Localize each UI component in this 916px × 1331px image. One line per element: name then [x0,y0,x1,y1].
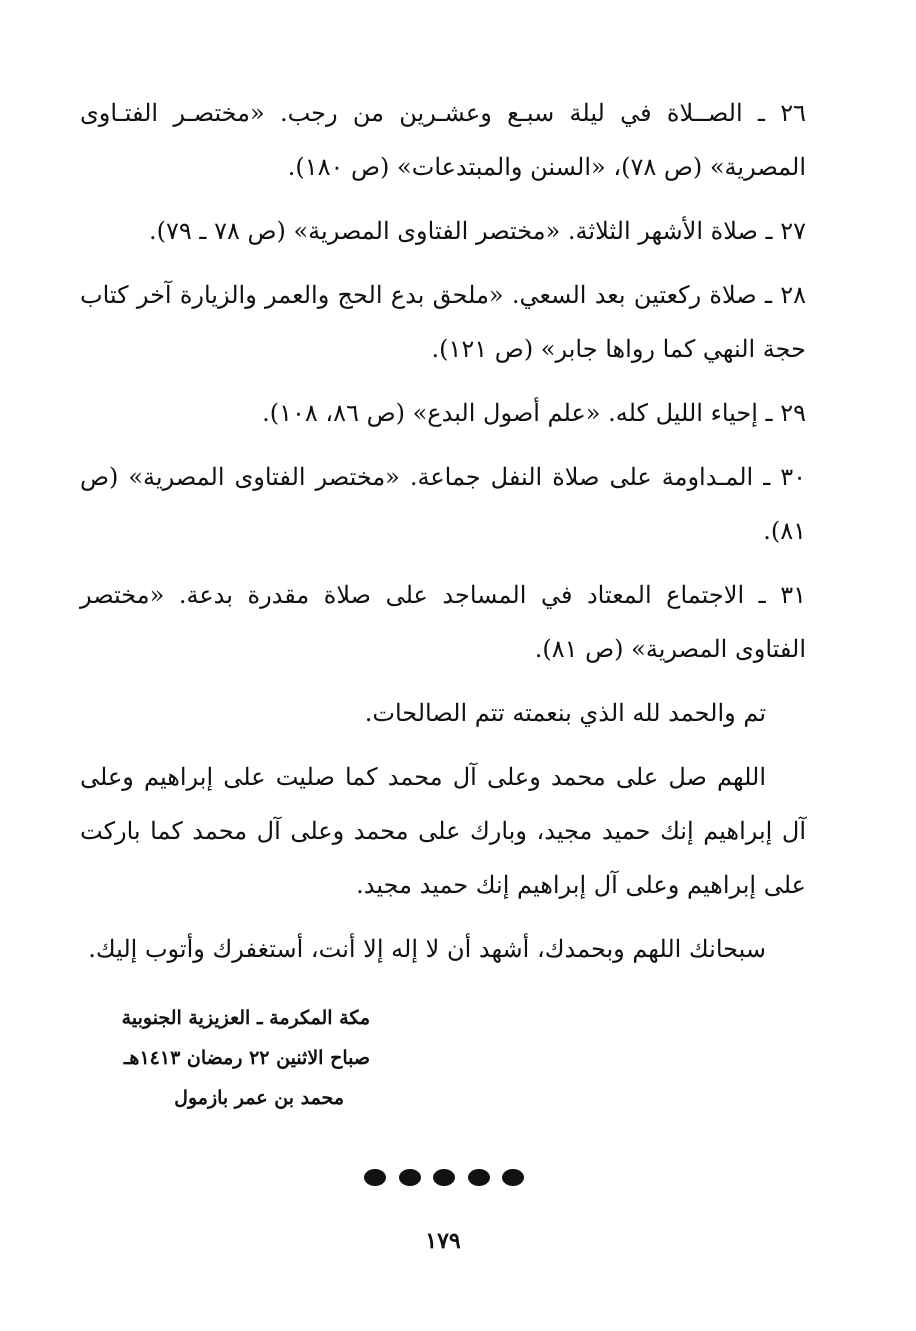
list-item-28: ٢٨ ـ صلاة ركعتين بعد السعي. «ملحق بدع الحج والعمر والزيارة آخر كتاب حجة النهي كما رواها جابر» (ص ١٢١). [80,281,806,363]
list-item-27: ٢٧ ـ صلاة الأشهر الثلاثة. «مختصر الفتاوى المصرية» (ص ٧٨ ـ ٧٩). [149,217,806,245]
list-item-30: ٣٠ ـ المـداومة على صلاة النفل جماعة. «مختصر الفتاوى المصرية» (ص ٨١). [80,463,806,545]
list-item-29: ٢٩ ـ إحياء الليل كله. «علم أصول البدع» (ص ٨٦، ١٠٨). [262,399,806,427]
page-number: ١٧٩ [425,1228,461,1254]
signature-author: محمد بن عمر بازمول [174,1087,344,1109]
signature-place: مكة المكرمة ـ العزيزية الجنوبية [121,1007,370,1029]
list-item-31: ٣١ ـ الاجتماع المعتاد في المساجد على صلاة مقدرة بدعة. «مختصر الفتاوى المصرية» (ص ٨١). [80,581,806,663]
salawat-paragraph: اللهم صل على محمد وعلى آل محمد كما صليت على إبراهيم وعلى آل إبراهيم إنك حميد مجيد، وبارك على محمد وعلى آل محمد كما باركت على إبراهيم وعلى آل إبراهيم إنك حميد مجيد. [80,763,806,899]
closing-praise: تم والحمد لله الذي بنعمته تتم الصالحات. [364,699,766,727]
closing-supplication: سبحانك اللهم وبحمدك، أشهد أن لا إله إلا أنت، أستغفرك وأتوب إليك. [88,935,766,963]
ornament-dot-icon [399,1169,421,1186]
ornament-dot-icon [468,1169,490,1186]
end-ornament [364,1166,524,1188]
ornament-dot-icon [433,1169,455,1186]
ornament-dot-icon [364,1169,386,1186]
ornament-dot-icon [502,1169,524,1186]
list-item-26: ٢٦ ـ الصــلاة في ليلة سبـع وعشـرين من رجب. «مختصـر الفتـاوى المصرية» (ص ٧٨)، «السنن والمبتدعات» (ص ١٨٠). [80,99,806,181]
signature-date: صباح الاثنين ٢٢ رمضان ١٤١٣هـ [123,1047,370,1069]
signature-block [80,998,370,1118]
body-text [80,86,806,986]
